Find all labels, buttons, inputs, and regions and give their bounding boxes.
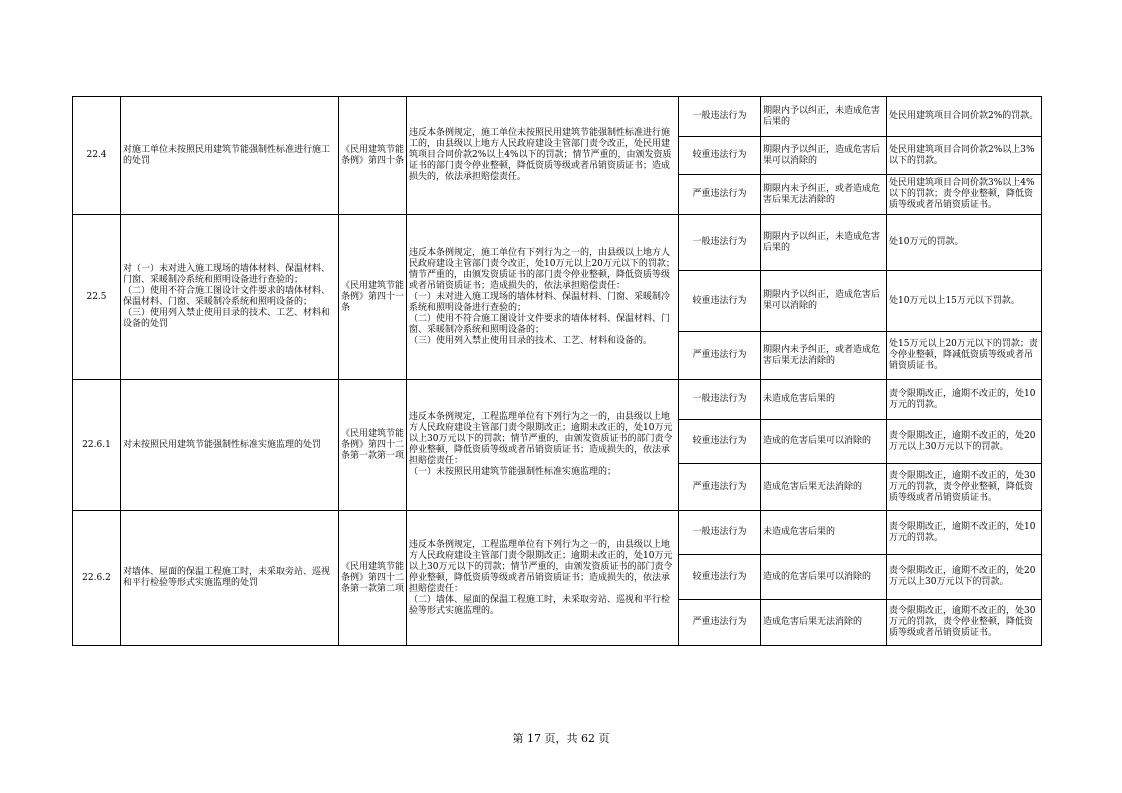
item-name: 对未按照民用建筑节能强制性标准实施监理的处罚 [121, 380, 339, 511]
circumstance: 造成危害后果无法消除的 [761, 464, 887, 511]
table-row [73, 97, 1042, 137]
penalty: 处民用建筑项目合同价款2%的罚款。 [887, 97, 1042, 137]
legal-basis: 《民用建筑节能条例》第四十二条第一款第二项 [339, 511, 407, 646]
legal-basis: 《民用建筑节能条例》第四十二条第一款第一项 [339, 380, 407, 511]
penalty: 责令限期改正，逾期不改正的，处10万元的罚款。 [887, 511, 1042, 555]
circumstance: 未造成危害后果的 [761, 511, 887, 555]
violation-level: 一般违法行为 [679, 511, 761, 555]
violation-level: 一般违法行为 [679, 97, 761, 137]
circumstance: 期限内未予纠正，或者造成危害后果无法消除的 [761, 175, 887, 215]
item-name: 对墙体、屋面的保温工程施工时，未采取旁站、巡视和平行检验等形式实施监理的处罚 [121, 511, 339, 646]
circumstance: 造成的危害后果可以消除的 [761, 420, 887, 464]
penalty: 责令限期改正，逾期不改正的，处10万元的罚款。 [887, 380, 1042, 420]
item-number: 22.5 [73, 215, 121, 380]
penalty-table [72, 96, 1042, 646]
table-row [73, 380, 1042, 420]
violation-level: 较重违法行为 [679, 555, 761, 600]
circumstance: 未造成危害后果的 [761, 380, 887, 420]
circumstance: 造成危害后果无法消除的 [761, 600, 887, 646]
penalty: 处10万元的罚款。 [887, 215, 1042, 271]
violation-level: 较重违法行为 [679, 137, 761, 175]
violation-level: 严重违法行为 [679, 175, 761, 215]
penalty: 处民用建筑项目合同价款3%以上4%以下的罚款；责令停业整顿，降低资质等级或者吊销资质证书。 [887, 175, 1042, 215]
circumstance: 期限内予以纠正，未造成危害后果的 [761, 215, 887, 271]
penalty: 处民用建筑项目合同价款2%以上3%以下的罚款。 [887, 137, 1042, 175]
item-name: 对（一）未对进入施工现场的墙体材料、保温材料、门窗、采暖制冷系统和照明设备进行查验的； （二）使用不符合施工图设计文件要求的墙体材料、保温材料、门窗、采暖制冷系统和照明设备的； （三）使用列入禁止使用目录的技术、工艺、材料和设备的处罚 [121, 215, 339, 380]
legal-provision: 违反本条例规定，施工单位未按照民用建筑节能强制性标准进行施工的，由县级以上地方人民政府建设主管部门责令改正，处民用建筑项目合同价款2%以上4%以下的罚款；情节严重的，由颁发资质证书的部门责令停业整顿，降低资质等级或者吊销资质证书；造成损失的，依法承担赔偿责任。 [407, 97, 679, 215]
circumstance: 期限内予以纠正，未造成危害后果的 [761, 97, 887, 137]
circumstance: 期限内未予纠正，或者造成危害后果无法消除的 [761, 332, 887, 380]
circumstance: 期限内予以纠正，造成危害后果可以消除的 [761, 271, 887, 332]
penalty: 处10万元以上15万元以下罚款。 [887, 271, 1042, 332]
legal-basis: 《民用建筑节能条例》第四十一条 [339, 215, 407, 380]
item-number: 22.6.2 [73, 511, 121, 646]
circumstance: 造成的危害后果可以消除的 [761, 555, 887, 600]
circumstance: 期限内予以纠正，造成危害后果可以消除的 [761, 137, 887, 175]
legal-basis: 《民用建筑节能条例》第四十条 [339, 97, 407, 215]
table-row [73, 215, 1042, 271]
item-number: 22.6.1 [73, 380, 121, 511]
violation-level: 较重违法行为 [679, 271, 761, 332]
page-number: 第 17 页，共 62 页 [512, 732, 610, 745]
legal-provision: 违反本条例规定，工程监理单位有下列行为之一的，由县级以上地方人民政府建设主管部门责令限期改正；逾期未改正的，处10万元以上30万元以下的罚款；情节严重的，由颁发资质证书的部门责令停业整顿，降低资质等级或者吊销资质证书；造成损失的，依法承担赔偿责任： （二）墙体、屋面的保温工程施工时，未采取旁站、巡视和平行检验等形式实施监理的。 [407, 511, 679, 646]
penalty: 责令限期改正，逾期不改正的，处30万元的罚款，责令停业整顿，降低资质等级或者吊销资质证书。 [887, 464, 1042, 511]
violation-level: 严重违法行为 [679, 464, 761, 511]
penalty: 处15万元以上20万元以下的罚款；责令停业整顿，降减低资质等级或者吊销资质证书。 [887, 332, 1042, 380]
legal-provision: 违反本条例规定，施工单位有下列行为之一的，由县级以上地方人民政府建设主管部门责令改正，处10万元以上20万元以下的罚款；情节严重的，由颁发资质证书的部门责令停业整顿，降低资质等级或者吊销资质证书；造成损失的，依法承担赔偿责任： （一）未对进入施工现场的墙体材料、保温材料、门窗、采暖制冷系统和照明设备进行查验的； （二）使用不符合施工图设计文件要求的墙体材料、保温材料、门窗、采暖制冷系统和照明设备的； （三）使用列入禁止使用目录的技术、工艺、材料和设备的。 [407, 215, 679, 380]
penalty: 责令限期改正，逾期不改正的，处20万元以上30万元以下的罚款。 [887, 555, 1042, 600]
item-name: 对施工单位未按照民用建筑节能强制性标准进行施工的处罚 [121, 97, 339, 215]
penalty: 责令限期改正，逾期不改正的，处30万元的罚款，责令停业整顿，降低资质等级或者吊销资质证书。 [887, 600, 1042, 646]
violation-level: 一般违法行为 [679, 380, 761, 420]
item-number: 22.4 [73, 97, 121, 215]
violation-level: 严重违法行为 [679, 332, 761, 380]
violation-level: 较重违法行为 [679, 420, 761, 464]
violation-level: 严重违法行为 [679, 600, 761, 646]
penalty: 责令限期改正，逾期不改正的，处20万元以上30万元以下的罚款。 [887, 420, 1042, 464]
violation-level: 一般违法行为 [679, 215, 761, 271]
table-row [73, 511, 1042, 555]
legal-provision: 违反本条例规定，工程监理单位有下列行为之一的，由县级以上地方人民政府建设主管部门责令限期改正；逾期未改正的，处10万元以上30万元以下的罚款；情节严重的，由颁发资质证书的部门责令停业整顿，降低资质等级或者吊销资质证书；造成损失的，依法承担赔偿责任： （一）未按照民用建筑节能强制性标准实施监理的； [407, 380, 679, 511]
